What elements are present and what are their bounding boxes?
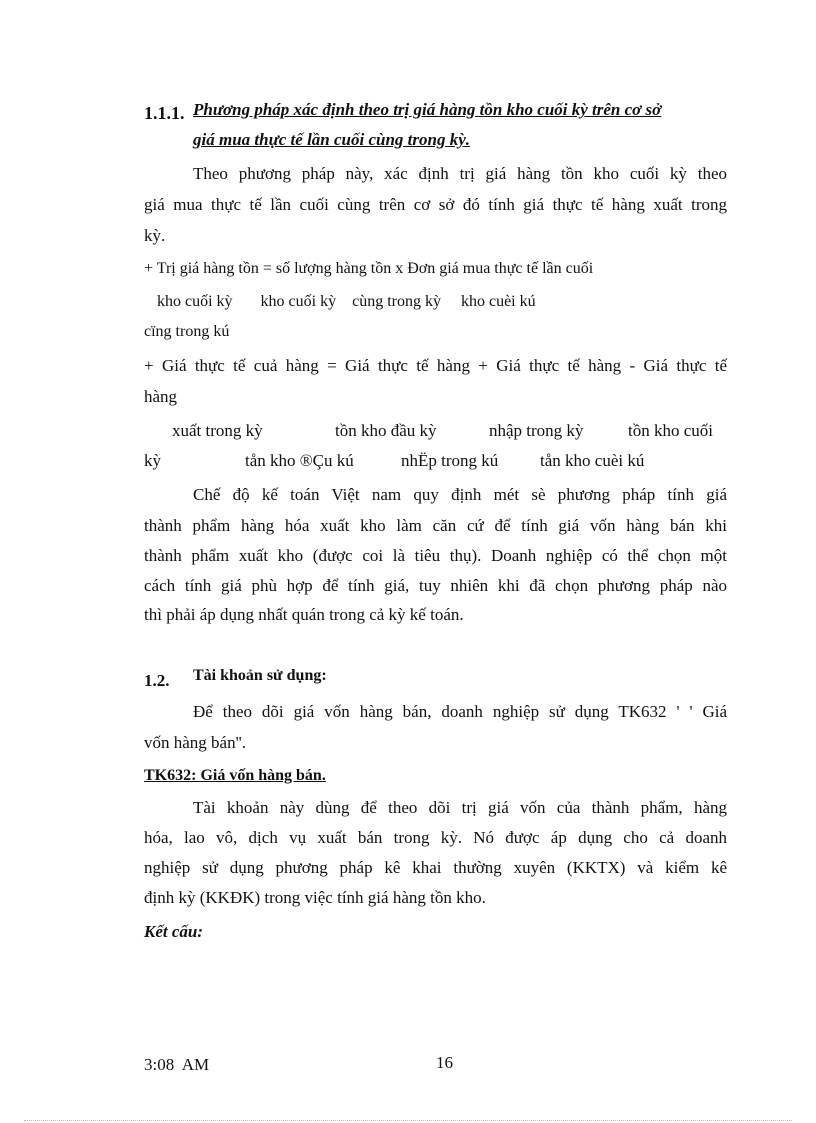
formula-line: + Giá thực tế cuả hàng = Giá thực tế hàng + Giá thực tế hàng - Giá thực tế — [144, 356, 727, 375]
formula-term: kỳ — [144, 451, 161, 470]
formula-line: kho cuối kỳ kho cuối kỳ cùng trong kỳ kho cuèi kú — [157, 293, 536, 310]
formula-term: xuất trong kỳ — [172, 421, 263, 440]
paragraph-line: kỳ. — [144, 226, 166, 245]
section-number: 1.1.1. — [144, 103, 185, 123]
formula-term: nhËp trong kú — [401, 451, 499, 470]
formula-term: tồn kho cuối — [628, 421, 713, 440]
section-title-line1: Phương pháp xác định theo trị giá hàng tồn kho cuối kỳ trên cơ sở — [193, 100, 662, 119]
paragraph-line: Theo phương pháp này, xác định trị giá hàng tồn kho cuối kỳ theo — [193, 164, 727, 183]
page-bottom-border — [24, 1120, 792, 1121]
section-title: Tài khoản sử dụng: — [193, 667, 327, 684]
paragraph-line: Tài khoản này dùng để theo dõi trị giá vốn của thành phẩm, hàng — [193, 798, 727, 817]
paragraph-line: thì phải áp dụng nhất quán trong cả kỳ kế toán. — [144, 605, 464, 624]
footer-time: 3:08 AM — [144, 1055, 210, 1074]
paragraph-line: định kỳ (KKĐK) trong việc tính giá hàng tồn kho. — [144, 888, 486, 907]
formula-term: tồn kho đầu kỳ — [335, 421, 437, 440]
formula-term: tån kho cuèi kú — [540, 451, 645, 470]
paragraph-line: cách tính giá phù hợp để tính giá, tuy nhiên khi đã chọn phương pháp nào — [144, 576, 727, 595]
formula-line: hàng — [144, 387, 178, 406]
section-number: 1.2. — [144, 671, 170, 690]
paragraph-line: giá mua thực tế lần cuối cùng trên cơ sở đó tính giá thực tế hàng xuất trong — [144, 195, 727, 214]
page-number: 16 — [436, 1053, 453, 1072]
paragraph-line: vốn hàng bán''. — [144, 733, 246, 752]
formula-term: nhập trong kỳ — [489, 421, 584, 440]
section-title-line2: giá mua thực tế lần cuối cùng trong kỳ. — [193, 130, 471, 149]
formula-line: + Trị giá hàng tồn = số lượng hàng tồn x Đơn giá mua thực tế lần cuối — [144, 260, 594, 277]
paragraph-line: Chế độ kế toán Việt nam quy định mét sè phương pháp tính giá — [193, 485, 727, 504]
paragraph-line: Để theo dõi giá vốn hàng bán, doanh nghiệp sử dụng TK632 ' ' Giá — [193, 702, 727, 721]
paragraph-line: thành phẩm xuất kho (được coi là tiêu thụ). Doanh nghiệp có thể chọn một — [144, 546, 727, 565]
paragraph-line: hóa, lao vô, dịch vụ xuất bán trong kỳ. Nó được áp dụng cho cả doanh — [144, 828, 727, 847]
account-heading: TK632: Giá vốn hàng bán. — [144, 767, 326, 784]
formula-line: cïng trong kú — [144, 323, 230, 340]
paragraph-line: nghiệp sử dụng phương pháp kê khai thường xuyên (KKTX) và kiểm kê — [144, 858, 727, 877]
formula-term: tån kho ®Çu kú — [245, 451, 354, 470]
structure-heading: Kết cấu: — [144, 922, 204, 941]
paragraph-line: thành phẩm hàng hóa xuất kho làm căn cứ để tính giá vốn hàng bán khi — [144, 516, 727, 535]
